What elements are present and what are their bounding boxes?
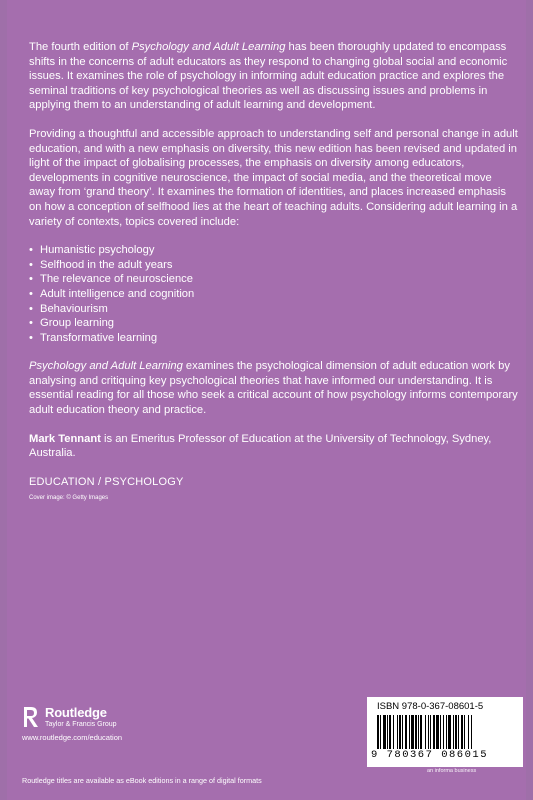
barcode-bar — [425, 715, 426, 749]
summary-paragraph — [29, 359, 519, 417]
barcode-bar — [458, 715, 459, 749]
description-paragraph: Providing a thoughtful and accessible approach to understanding self and personal change in adult education, and with a new emphasis on diversity, this new edition has been revised and updated in light of the impact of globalising processes, the emphasis on diversity among educators, developments in cognitive neuroscience, the impact of social media, and the theoretical move away from ‘grand theory’. It examines the formation of identities, and places increased emphasis on how a conception of selfhood lies at the heart of teaching adults. Considering adult learning in a variety of contexts, topics covered include: — [29, 127, 518, 228]
barcode-bar — [383, 715, 386, 749]
barcode-bar — [430, 715, 431, 749]
bullet-icon: • — [29, 287, 33, 300]
barcode-bars-icon — [375, 715, 515, 749]
ebook-note: Routledge titles are available as eBook editions in a range of digital formats — [22, 776, 262, 785]
publisher-group: Taylor & Francis Group — [45, 720, 117, 728]
barcode-bar — [380, 715, 381, 749]
list-item — [29, 243, 519, 258]
list-item — [29, 331, 519, 346]
barcode-bar — [440, 715, 441, 749]
isbn-label: ISBN 978-0-367-08601-5 — [377, 701, 484, 712]
barcode-bar — [461, 715, 463, 749]
cover-credit: Cover image: © Getty Images — [29, 495, 109, 502]
bullet-icon: • — [29, 244, 33, 257]
publisher-logo — [22, 705, 202, 729]
barcode-bar — [471, 715, 472, 749]
bullet-icon: • — [29, 273, 33, 286]
back-cover — [7, 0, 526, 800]
barcode-bar — [399, 715, 401, 749]
intro-lead: The fourth edition of — [29, 41, 132, 53]
list-item — [29, 287, 519, 302]
publisher-logo-text — [45, 706, 117, 729]
publisher-block — [22, 705, 202, 742]
list-item — [29, 316, 519, 331]
barcode-bar — [405, 715, 407, 749]
book-title-italic: Psychology and Adult Learning — [131, 41, 286, 53]
topic-label: Group learning — [40, 317, 115, 330]
author-bio — [29, 432, 519, 461]
bullet-icon: • — [29, 258, 33, 271]
topics-list — [29, 243, 519, 345]
list-item — [29, 272, 519, 287]
barcode-bar — [418, 715, 419, 749]
barcode-bar — [377, 715, 379, 749]
list-item — [29, 258, 519, 273]
topic-label: Behaviourism — [40, 302, 108, 315]
blurb — [29, 40, 519, 506]
bullet-icon: • — [29, 317, 33, 330]
subject-category: EDUCATION / PSYCHOLOGY — [29, 475, 184, 488]
barcode-bar — [455, 715, 457, 749]
intro-paragraph — [29, 40, 519, 113]
barcode-bar — [415, 715, 417, 749]
publisher-url[interactable]: www.routledge.com/education — [22, 733, 123, 742]
bullet-icon: • — [29, 331, 33, 344]
topic-label: The relevance of neuroscience — [40, 273, 193, 286]
barcode-bar — [468, 715, 469, 749]
publisher-name: Routledge — [45, 704, 107, 720]
barcode-bar — [411, 715, 414, 749]
ean-digits: 9 780367 086015 — [371, 749, 489, 761]
barcode — [367, 697, 523, 767]
topic-label: Adult intelligence and cognition — [40, 287, 195, 300]
barcode-bar — [387, 715, 388, 749]
topic-label: Transformative learning — [40, 331, 158, 344]
topic-label: Humanistic psychology — [40, 244, 155, 257]
intro-rest: has been thoroughly updated to encompass shifts in the concerns of adult educators as they respond to changing global social and economic issues. It examines the role of psychology in informing adult education practice and explores the seminal traditions of key psychological theories as well as discussing issues and problems in applying them to an understanding of adult learning and development. — [29, 41, 508, 112]
informa-note: an informa business — [427, 768, 477, 774]
barcode-bar — [409, 715, 410, 749]
barcode-bar — [389, 715, 391, 749]
barcode-bar — [446, 715, 447, 749]
barcode-bar — [433, 715, 435, 749]
barcode-bar — [448, 715, 451, 749]
author-name: Mark Tennant — [29, 432, 101, 445]
barcode-bar — [420, 715, 422, 749]
barcode-bar — [402, 715, 403, 749]
routledge-logo-icon — [22, 705, 40, 729]
barcode-bar — [397, 715, 398, 749]
barcode-bar — [443, 715, 444, 749]
barcode-bar — [428, 715, 429, 749]
topic-label: Selfhood in the adult years — [40, 258, 173, 271]
barcode-bar — [453, 715, 454, 749]
bullet-icon: • — [29, 302, 33, 315]
barcode-bar — [436, 715, 439, 749]
barcode-bar — [464, 715, 465, 749]
book-title-italic: Psychology and Adult Learning — [29, 360, 183, 373]
list-item — [29, 302, 519, 317]
author-bio-text: is an Emeritus Professor of Education at the University of Technology, Sydney, Australia. — [29, 432, 492, 460]
summary-rest: examines the psychological dimension of adult education work by analysing and critiquing key psychological theories that have informed our understanding. It is essential reading for all those who seek a critical account of how psychology informs contemporary adult education theory and practice. — [29, 360, 518, 417]
barcode-bar — [393, 715, 394, 749]
